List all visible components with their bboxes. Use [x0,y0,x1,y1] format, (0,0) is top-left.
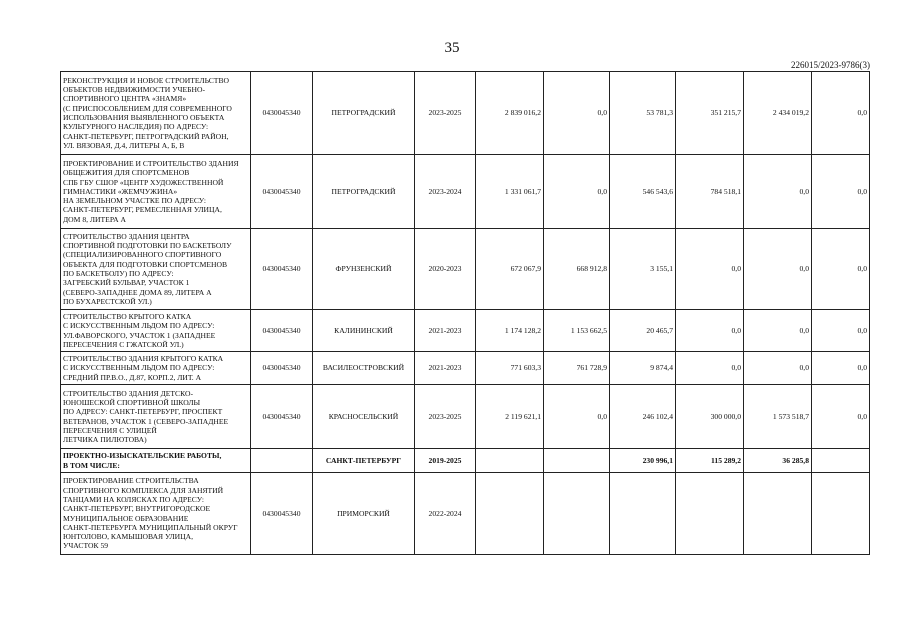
budget-code [251,449,313,473]
total-amount: 2 119 621,1 [476,385,544,449]
total-amount: 1 331 061,7 [476,155,544,229]
period: 2019-2025 [415,449,476,473]
page-number: 35 [444,40,460,56]
amount-3: 784 518,1 [676,155,744,229]
period: 2023-2024 [415,155,476,229]
amount-2: 20 465,7 [610,310,676,352]
amount-4: 0,0 [744,352,812,385]
amount-2: 9 874,4 [610,352,676,385]
document-reference: 226015/2023-9786(3) [791,60,870,70]
district: ПЕТРОГРАДСКИЙ [313,155,415,229]
budget-code: 0430045340 [251,352,313,385]
period: 2022-2024 [415,473,476,555]
table-row [61,310,870,352]
amount-3: 300 000,0 [676,385,744,449]
amount-1: 761 728,9 [544,352,610,385]
budget-code: 0430045340 [251,229,313,310]
amount-3: 351 215,7 [676,72,744,155]
district: КАЛИНИНСКИЙ [313,310,415,352]
amount-1: 668 912,8 [544,229,610,310]
budget-code: 0430045340 [251,473,313,555]
object-name: ПРОЕКТИРОВАНИЕ И СТРОИТЕЛЬСТВО ЗДАНИЯ ОБЩЕЖИТИЯ ДЛЯ СПОРТСМЕНОВ СПБ ГБУ СШОР «ЦЕНТР ХУДОЖЕСТВЕННОЙ ГИМНАСТИКИ «ЖЕМЧУЖИНА» НА ЗЕМЕЛЬНОМ УЧАСТКЕ ПО АДРЕСУ: САНКТ-ПЕТЕРБУРГ, РЕМЕСЛЕННАЯ УЛИЦА, ДОМ 8, ЛИТЕРА А [61,155,251,229]
amount-2: 246 102,4 [610,385,676,449]
amount-3: 0,0 [676,229,744,310]
budget-code: 0430045340 [251,72,313,155]
amount-2: 53 781,3 [610,72,676,155]
district: КРАСНОСЕЛЬСКИЙ [313,385,415,449]
amount-5 [812,473,870,555]
district: ВАСИЛЕОСТРОВСКИЙ [313,352,415,385]
period: 2021-2023 [415,352,476,385]
amount-4: 0,0 [744,229,812,310]
object-name: СТРОИТЕЛЬСТВО КРЫТОГО КАТКА С ИСКУССТВЕННЫМ ЛЬДОМ ПО АДРЕСУ: УЛ.ФАВОРСКОГО, УЧАСТОК 1 (ЗАПАДНЕЕ ПЕРЕСЕЧЕНИЯ С ГЖАТСКОЙ УЛ.) [61,310,251,352]
table-row [61,229,870,310]
total-amount: 1 174 128,2 [476,310,544,352]
amount-5: 0,0 [812,72,870,155]
budget-code: 0430045340 [251,385,313,449]
amount-2: 230 996,1 [610,449,676,473]
amount-1: 1 153 662,5 [544,310,610,352]
budget-code: 0430045340 [251,310,313,352]
amount-4 [744,473,812,555]
total-amount [476,473,544,555]
amount-3: 115 289,2 [676,449,744,473]
amount-4: 2 434 019,2 [744,72,812,155]
object-name: СТРОИТЕЛЬСТВО ЗДАНИЯ КРЫТОГО КАТКА С ИСКУССТВЕННЫМ ЛЬДОМ ПО АДРЕСУ: СРЕДНИЙ ПР.В.О., Д.87, КОРП.2, ЛИТ. А [61,352,251,385]
table-row [61,385,870,449]
amount-5: 0,0 [812,352,870,385]
amount-1 [544,473,610,555]
period: 2023-2025 [415,72,476,155]
total-amount: 2 839 016,2 [476,72,544,155]
amount-3: 0,0 [676,310,744,352]
total-amount: 672 067,9 [476,229,544,310]
amount-4: 1 573 518,7 [744,385,812,449]
table-row [61,352,870,385]
amount-4: 0,0 [744,155,812,229]
period: 2023-2025 [415,385,476,449]
amount-4: 0,0 [744,310,812,352]
object-name: СТРОИТЕЛЬСТВО ЗДАНИЯ ЦЕНТРА СПОРТИВНОЙ ПОДГОТОВКИ ПО БАСКЕТБОЛУ (СПЕЦИАЛИЗИРОВАННОГО СПОРТИВНОГО ОБЪЕКТА ДЛЯ ПОДГОТОВКИ СПОРТСМЕНОВ ПО БАСКЕТБОЛУ) ПО АДРЕСУ: ЗАГРЕБСКИЙ БУЛЬВАР, УЧАСТОК 1 (СЕВЕРО-ЗАПАДНЕЕ ДОМА 89, ЛИТЕРА А ПО БУХАРЕСТСКОЙ УЛ.) [61,229,251,310]
amount-2: 546 543,6 [610,155,676,229]
district: ПЕТРОГРАДСКИЙ [313,72,415,155]
amount-3 [676,473,744,555]
object-name: ПРОЕКТИРОВАНИЕ СТРОИТЕЛЬСТВА СПОРТИВНОГО КОМПЛЕКСА ДЛЯ ЗАНЯТИЙ ТАНЦАМИ НА КОЛЯСКАХ ПО АДРЕСУ: САНКТ-ПЕТЕРБУРГ, ВНУТРИГОРОДСКОЕ МУНИЦИПАЛЬНОЕ ОБРАЗОВАНИЕ САНКТ-ПЕТЕРБУРГА МУНИЦИПАЛЬНЫЙ ОКРУГ ЮНТОЛОВО, КАМЫШОВАЯ УЛИЦА, УЧАСТОК 59 [61,473,251,555]
objects-table [60,71,870,555]
total-amount [476,449,544,473]
amount-5: 0,0 [812,155,870,229]
amount-1: 0,0 [544,385,610,449]
period: 2021-2023 [415,310,476,352]
table-row [61,72,870,155]
amount-2 [610,473,676,555]
amount-5: 0,0 [812,310,870,352]
budget-code: 0430045340 [251,155,313,229]
amount-5: 0,0 [812,385,870,449]
object-name: ПРОЕКТНО-ИЗЫСКАТЕЛЬСКИЕ РАБОТЫ, В ТОМ ЧИСЛЕ: [61,449,251,473]
district: САНКТ-ПЕТЕРБУРГ [313,449,415,473]
amount-1: 0,0 [544,72,610,155]
amount-5: 0,0 [812,229,870,310]
table-row [61,449,870,473]
table-row [61,155,870,229]
period: 2020-2023 [415,229,476,310]
amount-5 [812,449,870,473]
amount-4: 36 285,8 [744,449,812,473]
object-name: РЕКОНСТРУКЦИЯ И НОВОЕ СТРОИТЕЛЬСТВО ОБЪЕКТОВ НЕДВИЖИМОСТИ УЧЕБНО- СПОРТИВНОГО ЦЕНТРА «ЗНАМЯ» (С ПРИСПОСОБЛЕНИЕМ ДЛЯ СОВРЕМЕННОГО ИСПОЛЬЗОВАНИЯ ВЫЯВЛЕННОГО ОБЪЕКТА КУЛЬТУРНОГО НАСЛЕДИЯ) ПО АДРЕСУ: САНКТ-ПЕТЕРБУРГ, ПЕТРОГРАДСКИЙ РАЙОН, УЛ. ВЯЗОВАЯ, Д.4, ЛИТЕРЫ А, Б, В [61,72,251,155]
amount-2: 3 155,1 [610,229,676,310]
total-amount: 771 603,3 [476,352,544,385]
amount-1 [544,449,610,473]
amount-3: 0,0 [676,352,744,385]
object-name: СТРОИТЕЛЬСТВО ЗДАНИЯ ДЕТСКО- ЮНОШЕСКОЙ СПОРТИВНОЙ ШКОЛЫ ПО АДРЕСУ: САНКТ-ПЕТЕРБУРГ, ПРОСПЕКТ ВЕТЕРАНОВ, УЧАСТОК 1 (СЕВЕРО-ЗАПАДНЕЕ ПЕРЕСЕЧЕНИЯ С УЛИЦЕЙ ЛЕТЧИКА ПИЛЮТОВА) [61,385,251,449]
amount-1: 0,0 [544,155,610,229]
district: ПРИМОРСКИЙ [313,473,415,555]
table-row [61,473,870,555]
district: ФРУНЗЕНСКИЙ [313,229,415,310]
